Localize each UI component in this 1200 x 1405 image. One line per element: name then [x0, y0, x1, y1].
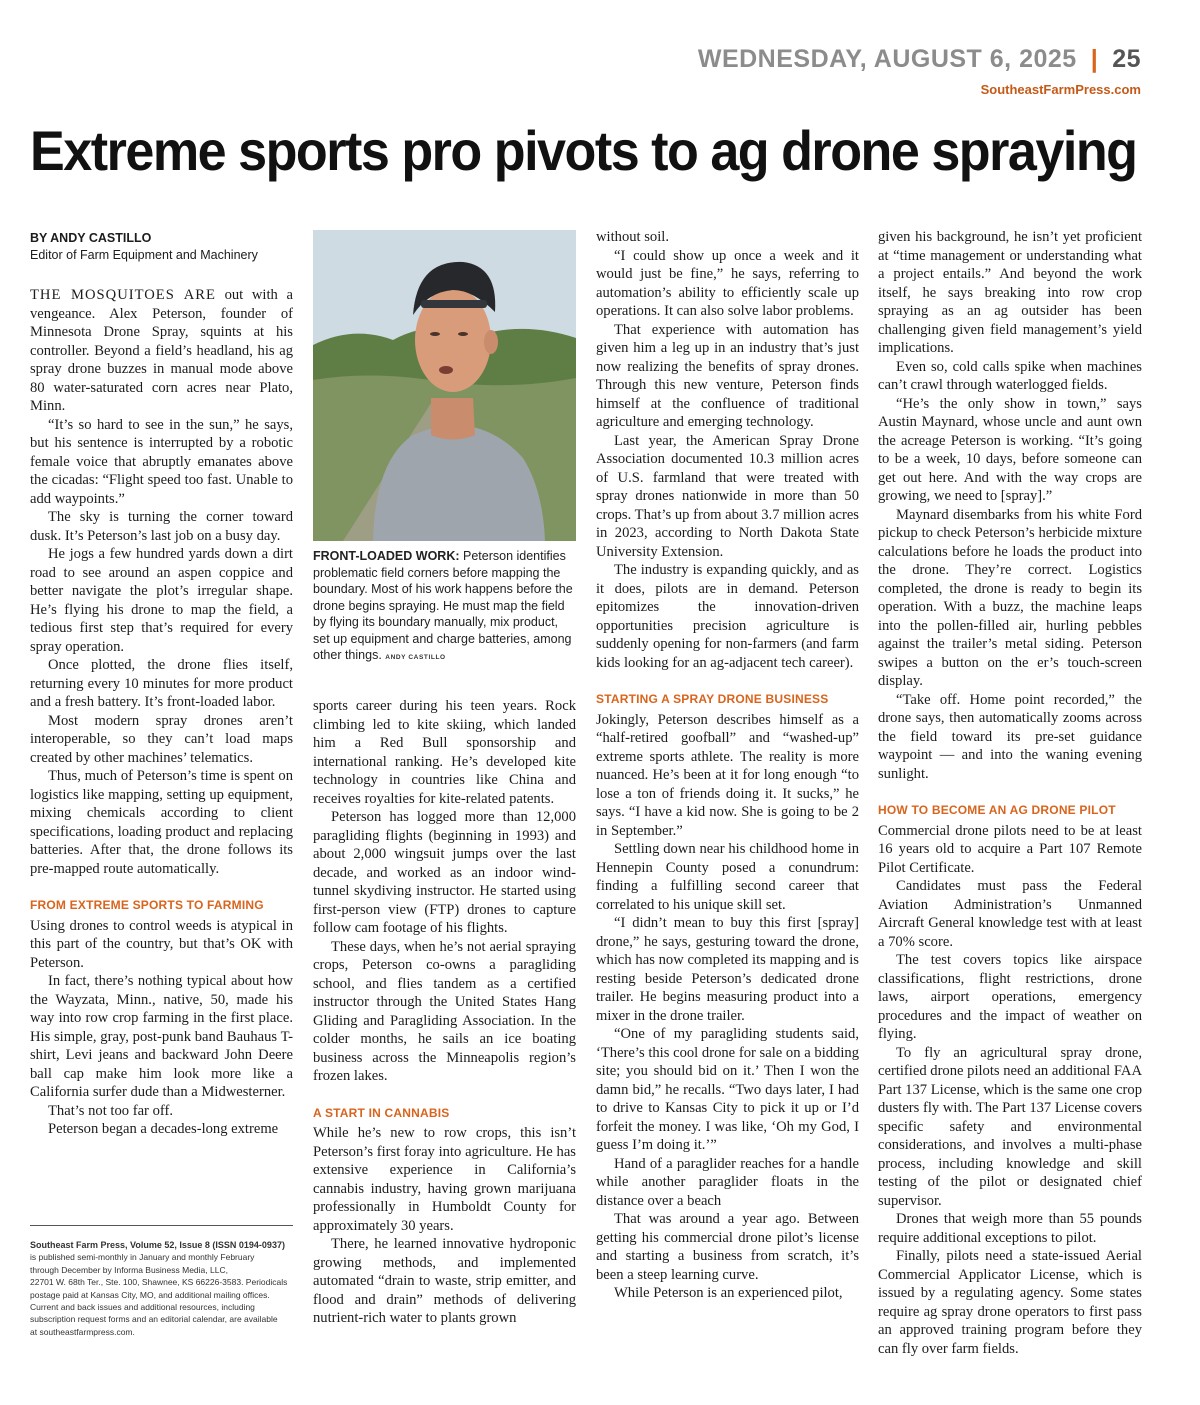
paragraph: “It’s so hard to see in the sun,” he says, but his sentence is interrupted by a robotic female voice that abruptly emanates above the cicadas: “Flight speed too fast. Unable to add waypoints.”: [30, 416, 293, 507]
paragraph: While he’s new to row crops, this isn’t Peterson’s first foray into agriculture. He has extensive experience in California’s cannabis industry, having grown marijuana professionally in Humboldt County for approximately 30 years.: [313, 1125, 576, 1234]
paragraph: These days, when he’s not aerial spraying crops, Peterson co-owns a paragliding school, and flies tandem as a certified instructor through the United States Hang Gliding and Paragliding Association. In the colder months, he sails an ice boating business across the Minneapolis region’s frozen lakes.: [313, 938, 576, 1084]
paragraph: He jogs a few hundred yards down a dirt road to see around an aspen coppice and better navigate the plot’s irregular shape. He’s flying his drone to map the field, a tedious first step that’s required for every spray operation.: [30, 546, 293, 655]
header-separator: |: [1090, 45, 1099, 73]
paragraph: Commercial drone pilots need to be at least 16 years old to acquire a Part 107 Remote Pilot Certificate.: [878, 822, 1142, 876]
article-column-2: [313, 697, 576, 1328]
paragraph: The sky is turning the corner toward dusk. It’s Peterson’s last job on a busy day.: [30, 509, 293, 544]
photo-caption: [313, 548, 576, 667]
publication-note-line: through December by Informa Business Media, LLC,: [30, 1264, 228, 1275]
paragraph: In fact, there’s nothing typical about how the Wayzata, Minn., native, 50, made his way into row crop farming in the first place. His simple, gray, post-punk band Bauhaus T-shirt, Levi jeans and backward John Deere ball cap make him look more like a California surfer dude than a Midwesterner.: [30, 973, 293, 1100]
paragraph: The test covers topics like airspace classifications, flight restrictions, drone laws, airport operations, emergency procedures and the impact of weather on flying.: [878, 952, 1142, 1042]
section-subhead: STARTING A SPRAY DRONE BUSINESS: [596, 692, 829, 706]
caption-text: Peterson identifies problematic field corners before mapping the boundary. Most of his work happens before the drone begins spraying. He must map the field by flying its boundary manually, mix product, set up equipment and charge batteries, among other things.: [313, 549, 573, 662]
publication-note-title: Southeast Farm Press, Volume 52, Issue 8 (ISSN 0194-0937): [30, 1240, 285, 1250]
article-column-3: [596, 228, 859, 1303]
paragraph: without soil.: [596, 229, 669, 245]
section-subhead: HOW TO BECOME AN AG DRONE PILOT: [878, 803, 1116, 817]
paragraph: Thus, much of Peterson’s time is spent on logistics like mapping, setting up equipment, mixing chemicals according to client specifications, loading product and replacing batteries. After that, the drone follows its pre-mapped route automatically.: [30, 768, 293, 877]
paragraph: “Take off. Home point recorded,” the drone says, then automatically zooms across the field toward its pre-set guidance waypoint — and into the waning evening sunlight.: [878, 691, 1142, 782]
paragraph: “He’s the only show in town,” says Austin Maynard, whose uncle and aunt own the acreage Peterson is working. “It’s going to be a week, 10 days, before someone can get out here. And with the way crops are growing, we need to [spray].”: [878, 395, 1142, 504]
byline: BY ANDY CASTILLO: [30, 231, 152, 245]
paragraph: Hand of a paraglider reaches for a handle while another paraglider floats in the distance over a beach: [596, 1155, 859, 1209]
section-subhead: FROM EXTREME SPORTS TO FARMING: [30, 898, 264, 912]
article-column-1: [30, 228, 293, 1139]
publication-note-line: at southeastfarmpress.com.: [30, 1326, 135, 1337]
publication-note-line: Current and back issues and additional resources, including: [30, 1302, 255, 1313]
paragraph: given his background, he isn’t yet proficient at “time management or understanding what a project entails.” And beyond the work itself, he says breaking into row crop spraying as an ag outsider has been challenging given field management’s yield implications.: [878, 229, 1142, 356]
article-column-4: [878, 228, 1142, 1358]
paragraph: Drones that weigh more than 55 pounds require additional exceptions to pilot.: [878, 1211, 1142, 1246]
paragraph: There, he learned innovative hydroponic growing methods, and implemented automated “drain to waste, strip emitter, and flood and drain” methods of delivering nutrient-rich water to plants grown: [313, 1236, 576, 1326]
photo-credit: ANDY CASTILLO: [385, 654, 446, 661]
paragraph: The industry is expanding quickly, and as it does, pilots are in demand. Peterson epitomizes the innovation-driven opportunities precision agriculture is suddenly opening for non-farmers (and farm kids looking for an ag-adjacent tech career).: [596, 562, 859, 671]
paragraph: Once plotted, the drone flies itself, returning every 10 minutes for more product and a fresh battery. It’s front-loaded labor.: [30, 657, 293, 710]
paragraph: “I could show up once a week and it would just be fine,” he says, referring to automation’s ability to efficiently scale up operations. It can also solve labor problems.: [596, 247, 859, 319]
paragraph: sports career during his teen years. Rock climbing led to kite skiing, which landed him a Red Bull sponsorship and international ranking. He’s developed kite technology in countries like China and receives royalties for kite-related patents.: [313, 698, 576, 807]
lead-caps: THE MOSQUITOES ARE: [30, 287, 216, 303]
paragraph: “I didn’t mean to buy this first [spray] drone,” he says, gesturing toward the drone, which has now completed its mapping and is resting beside Peterson’s dedicated drone trailer. He begins measuring product into a mixer in the drone trailer.: [596, 915, 859, 1024]
caption-label: FRONT-LOADED WORK:: [313, 549, 460, 563]
page-number: 25: [1112, 45, 1141, 73]
paragraph: Finally, pilots need a state-issued Aerial Commercial Applicator License, which is issued by a regulating agency. Some states require ag spray drone operators to first pass an approved training program before they can fly over farm fields.: [878, 1248, 1142, 1357]
publication-note: [30, 1225, 293, 1338]
lead-text: out with a vengeance. Alex Peterson, founder of Minnesota Drone Spray, squints at his controller. Beyond a field’s headland, his ag spray drone buzzes in manual mode above 80 water-saturated corn acres near Plato, Minn.: [30, 287, 293, 414]
publication-note-line: is published semi-monthly in January and monthly February: [30, 1252, 255, 1263]
paragraph: Maynard disembarks from his white Ford pickup to check Peterson’s herbicide mixture calculations before he loads the product into the drone. They’re correct. Logistics completed, the drone is ready to begin its operation. With a buzz, the machine leaps into the pollen-filled air, hurling pebbles against the trailer’s metal siding. Peterson swipes a button on the er’s touch-screen display.: [878, 506, 1142, 689]
paragraph: To fly an agricultural spray drone, certified drone pilots need an additional FAA Part 137 License, which is the same one crop dusters fly with. The Part 137 License covers specific safety and environmental considerations, and involves a multi-phase process, including knowledge and skill testing of the pilot or designated chief supervisor.: [878, 1044, 1142, 1209]
paragraph: Most modern spray drones aren’t interoperable, so they can’t load maps created by other machines’ telematics.: [30, 712, 293, 766]
paragraph: Candidates must pass the Federal Aviation Administration’s Unmanned Aircraft General knowledge test with at least a 70% score.: [878, 878, 1142, 950]
paragraph: While Peterson is an experienced pilot,: [614, 1285, 843, 1301]
paragraph: Even so, cold calls spike when machines can’t crawl through waterlogged fields.: [878, 358, 1142, 393]
paragraph: That experience with automation has given him a leg up in an industry that’s just now realizing the benefits of spray drones. Through this new venture, Peterson finds himself at the confluence of traditional agriculture and emerging technology.: [596, 321, 859, 430]
byline-role: Editor of Farm Equipment and Machinery: [30, 248, 258, 262]
paragraph: Using drones to control weeds is atypical in this part of the country, but that’s OK with Peterson.: [30, 917, 293, 971]
paragraph: Peterson began a decades-long extreme: [48, 1121, 279, 1137]
portrait-illustration: [313, 230, 576, 541]
article-photo: [313, 230, 576, 541]
site-url: SoutheastFarmPress.com: [980, 82, 1141, 97]
issue-date: WEDNESDAY, AUGUST 6, 2025: [697, 45, 1077, 73]
paragraph: Settling down near his childhood home in Hennepin County posed a conundrum: finding a fulfilling second career that correlated to his unique skill set.: [596, 841, 859, 913]
lead-paragraph: [30, 286, 293, 416]
paragraph: Peterson has logged more than 12,000 paragliding flights (beginning in 1993) and about 2,000 wingsuit jumps over the last decade, and worked as an indoor wind-tunnel skydiving instructor. He started using first-person view (FTP) drones to capture follow cam footage of his flights.: [313, 809, 576, 936]
paragraph: That’s not too far off.: [48, 1102, 173, 1119]
paragraph: Jokingly, Peterson describes himself as a “half-retired goofball” and “washed-up” extreme sports athlete. The reality is more nuanced. He’s been at it for long enough “to lose a ton of friends doing it. It sucks,” he says. “I have a kid now. She is going to be 2 in September.”: [596, 711, 859, 839]
publication-note-line: 22701 W. 68th Ter., Ste. 100, Shawnee, KS 66226-3583. Periodicals: [30, 1277, 288, 1288]
publication-note-line: postage paid at Kansas City, MO, and additional mailing offices.: [30, 1289, 270, 1300]
paragraph: “One of my paragliding students said, ‘There’s this cool drone for sale on a bidding site; you should bid on it.’ Then I won the damn bid,” he recalls. “Two days later, I had to drive to Kansas City to pick it up or I’d forfeit the money. I was like, ‘Oh my God, I guess I’m doing it.’”: [596, 1026, 859, 1153]
issue-date-header: [698, 45, 1141, 74]
paragraph: Last year, the American Spray Drone Association documented 10.3 million acres of U.S. farmland that were treated with spray drones nationwide in more than 50 crops. That’s up from about 3.7 million acres in 2023, according to North Dakota State University Extension.: [596, 432, 859, 560]
article-headline: Extreme sports pro pivots to ag drone spraying: [30, 119, 1137, 182]
publication-note-line: subscription request forms and an editorial calendar, are available: [30, 1314, 278, 1325]
paragraph: That was around a year ago. Between getting his commercial drone pilot’s license and starting a business from scratch, it’s been a steep learning curve.: [596, 1211, 859, 1283]
section-subhead: A START IN CANNABIS: [313, 1105, 450, 1120]
